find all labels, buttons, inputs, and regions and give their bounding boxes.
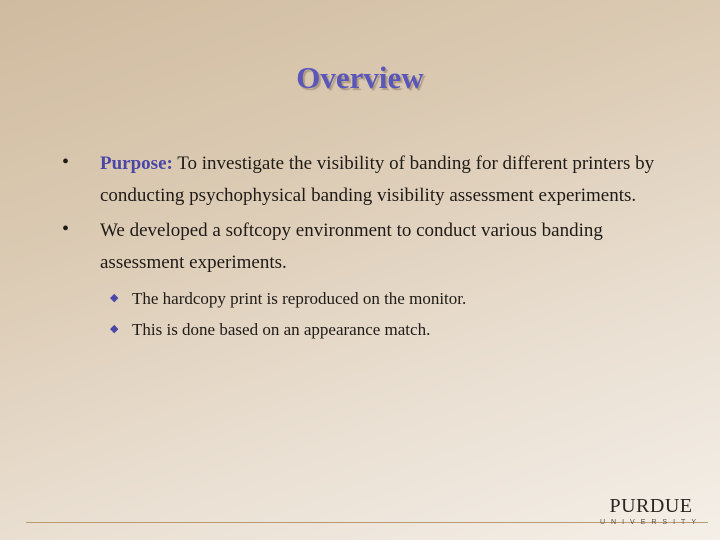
sub-bullet-text: This is done based on an appearance match. — [132, 320, 431, 339]
slide-title: Overview — [296, 60, 424, 95]
diamond-bullet-icon: ◆ — [110, 292, 119, 304]
bullet-list — [62, 148, 662, 348]
bullet-item-purpose — [62, 148, 662, 212]
sub-bullet-item — [100, 283, 662, 314]
logo-subtitle: UNIVERSITY — [599, 519, 702, 526]
bullet-item-softcopy — [62, 215, 662, 345]
sub-bullet-item — [100, 314, 662, 345]
sub-bullet-list — [100, 283, 662, 345]
round-bullet-icon: • — [62, 151, 70, 173]
round-bullet-icon: • — [62, 218, 70, 240]
diamond-bullet-icon: ◆ — [110, 323, 119, 335]
bullet-text: To investigate the visibility of banding for different printers by conducting psychophysical banding visibility assessment experiments. — [100, 153, 655, 206]
purpose-label: Purpose: — [100, 153, 173, 174]
purdue-logo — [600, 496, 702, 528]
sub-bullet-text: The hardcopy print is reproduced on the monitor. — [132, 289, 467, 308]
bullet-text: We developed a softcopy environment to conduct various banding assessment experiments. — [100, 220, 603, 273]
logo-wordmark: PURDUE — [609, 495, 693, 517]
